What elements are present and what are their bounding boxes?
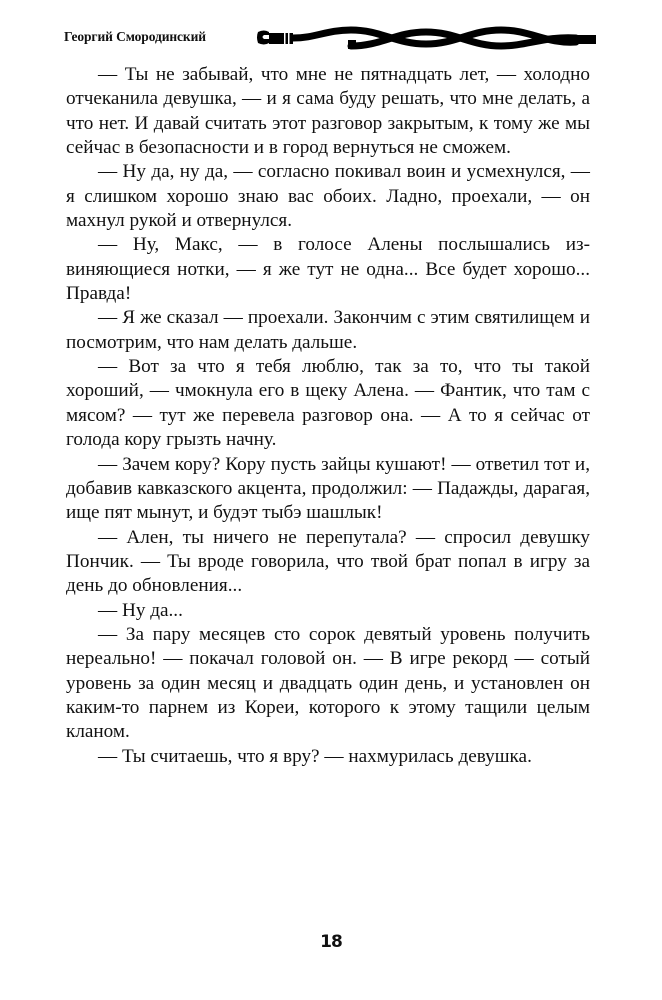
running-head-author: Георгий Смородинский <box>64 29 206 44</box>
paragraph: — Ты считаешь, что я вру? — нахмурилась девушка. <box>98 745 532 767</box>
paragraph: — Я же сказал — проехали. Закончим с этим святилищем и посмотрим, что нам делать дальше. <box>66 307 590 353</box>
paragraph: — Ну, Макс, — в голосе Алены послышались извиняющиеся нотки, — я же тут не одна... Все будет хорошо... Правда! <box>66 234 590 305</box>
paragraph: — За пару месяцев сто сорок девятый уровень получить нереально! — покачал головой он. — В игре рекорд — сотый уровень за один месяц и двадцать один день, и установлен он каким-то парнем из Кореи, которого к этому тащили целым кланом. <box>66 623 590 743</box>
paragraph: — Вот за что я тебя люблю, так за то, что ты такой хороший, — чмокнула его в щеку Алена. — Фантик, что там с мясом? — тут же перевела разговор она. — А то я сейчас от голода кору грызть начну. <box>66 356 590 451</box>
paragraph: — Ну да, ну да, — согласно покивал воин и усмехнулся, — я слишком хорошо знаю вас обоих. Ладно, проехали, — он махнул рукой и отвернулся. <box>66 161 590 232</box>
paragraph: — Ну да... <box>98 599 183 621</box>
page-number: 18 <box>320 932 342 952</box>
twisted-rope-ornament-icon <box>256 26 602 52</box>
paragraph: — Ты не забывай, что мне не пятнадцать лет, — холодно отчеканила девушка, — и я сама буду решать, что мне делать, а что нет. И давай считать этот разговор закрытым, к тому же мы сейчас в безопасности и в город вернуться не сможем. <box>66 64 590 159</box>
paragraph: — Зачем кору? Кору пусть зайцы кушают! — ответил тот и, добавив кавказского акцента, продолжил: — Падажды, дарагая, ище пят мынут, и будэт тыбэ шашлык! <box>66 453 590 524</box>
page-header <box>64 26 604 52</box>
paragraph: — Ален, ты ничего не перепутала? — спросил девушку Пончик. — Ты вроде говорила, что твой брат попал в игру за день до обновления... <box>66 526 590 597</box>
body-text <box>66 63 590 769</box>
